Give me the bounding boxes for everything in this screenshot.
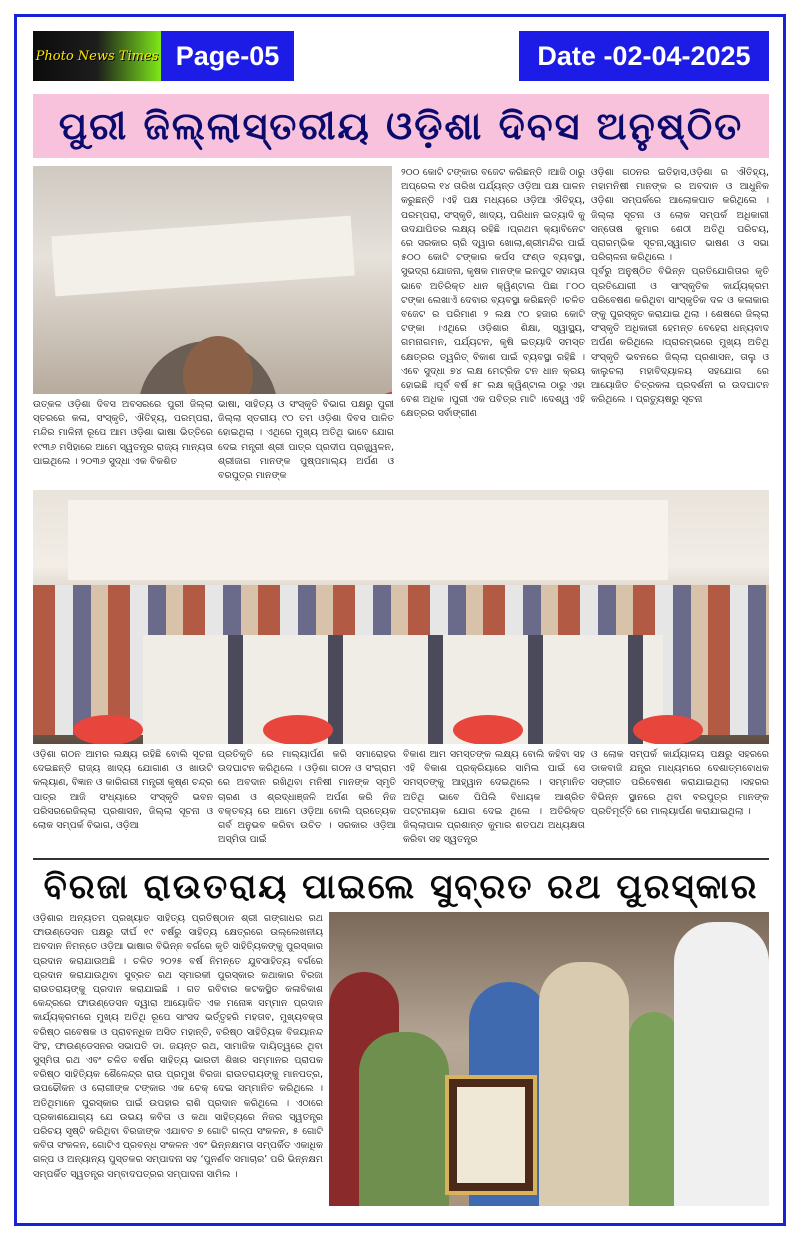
- story1-column-8: ଓ ଲୋକ ସମ୍ପର୍କ କାର୍ଯ୍ୟାଳୟ ପକ୍ଷରୁ ସହରରେ ଡାକବାଜି ଯନ୍ତ୍ର ମାଧ୍ୟମରେ ଦେଶାତ୍ମବୋଧକ ସଙ୍ଗୀତ ପରିବେଷଣ କରାଯାଇଥିଲା ।ସହରର ବିଭିନ୍ନ ସ୍ଥାନରେ ଥିବା ବରପୁତ୍ର ମାନଙ୍କ ପ୍ରତିମୂର୍ତ୍ତି ରେ ମାଲ୍ୟାର୍ପଣ କରାଯାଇଥିଲା ।: [591, 749, 769, 817]
- story1-headline: ପୁରୀ ଜିଲ୍ଲାସ୍ତରୀୟ ଓଡ଼ିଶା ଦିବସ ଅନୁଷ୍ଠିତ: [33, 94, 769, 158]
- story1-column-5: ଓଡ଼ିଶା ଗଠନ ଆମର ଲକ୍ଷ୍ୟ ରହିଛି ବୋଲି ସୂଚନା ଦେଇଛନ୍ତି ରାଜ୍ୟ ଖାଦ୍ୟ ଯୋଗାଣ ଓ ଖାଉଟି କଲ୍ୟାଣ, ବିଜ୍ଞାନ ଓ କାରିଗରୀ ମନ୍ତ୍ରୀ କୃଷ୍ଣ ଚନ୍ଦ୍ର ପାତ୍ର ଆଜି ସଂଧ୍ୟାରେ ସଂସ୍କୃତି ଭବନ ପରିସରରେଜିଲ୍ଲା ପ୍ରଶାସନ, ଜିଲ୍ଲା ସୂଚନା ଓ ଲୋକ ସମ୍ପର୍କ ବିଭାଗ, ଓଡ଼ିଆ: [33, 749, 213, 832]
- award-presentation-photo: [329, 912, 769, 1206]
- award-ceremony-photo: [33, 490, 769, 744]
- story1-column-7: ବିକାଶ ଆମ ସମସ୍ତଙ୍କ ଲକ୍ଷ୍ୟ ବୋଲି କହିବା ସହ ଏହି ବିକାଶ ପ୍ରକ୍ରିୟାରେ ସାମିଲ ପାଇଁ ସେ ସମସ୍ତଙ୍କୁ ଆହ୍ୱାନ ଦେଇଥିଲେ । ସମ୍ମାନିତ ଅତିଥି ଭାବେ ପିପିଲି ବିଧାୟକ ଆଶ୍ରିତ ପଟ୍ଟନାୟକ ଯୋଗ ଦେଇ ଥିଲେ । ଅତିରିକ୍ତ ଜିଲ୍ଲାପାଳ ପ୍ରଶାନ୍ତ କୁମାର ଶତପଥ ଅଧ୍ୟକ୍ଷତା କରିବା ସହ ସ୍ୱତନ୍ତ୍ର: [403, 749, 585, 846]
- logo-text: Photo News Times: [35, 48, 159, 64]
- page-number-label: Page-05: [161, 31, 294, 81]
- story1-column-2: ଭାଷା, ସାହିତ୍ୟ ଓ ସଂସ୍କୃତି ବିଭାଗ ପକ୍ଷରୁ ପୁରୀ ଜିଲ୍ଲା ସ୍ତରୀୟ ୯୦ ତମ ଓଡ଼ିଶା ଦିବସ ପାଳିତ ହୋଇଥିଲା । ଏଥିରେ ମୁଖ୍ୟ ଅତିଥି ଭାବେ ଯୋଗ ଦେଇ ମନ୍ତ୍ରୀ ଶ୍ରୀ ପାତ୍ର ପ୍ରଦୀପ ପ୍ରଜ୍ଜ୍ୱଳନ, ଶ୍ରୀଜାଗ ମାନଙ୍କ ପୁଷ୍ପମାଲ୍ୟ ଅର୍ପଣ ଓ ବରପୁତ୍ର ମାନଙ୍କ: [218, 399, 394, 482]
- section-divider: [33, 858, 769, 860]
- speaker-photo: [33, 166, 392, 394]
- date-label: Date -02-04-2025: [519, 31, 769, 81]
- story1-column-6: ପ୍ରତିକୃତି ରେ ମାଲ୍ୟାର୍ପଣ କରି ସମାରୋହର ଉଦଘାଟନ କରିଥିଲେ । ଓଡ଼ିଶା ଗଠନ ଓ ସଂଗ୍ରାମ ରେ ଅବଦାନ ରଖିଥିବା ମନିଷୀ ମାନଙ୍କ ସ୍ମୃତି ଚାରଣ ଓ ଶ୍ରଦ୍ଧାଞ୍ଜଳି ଅର୍ପଣ କରି ନିଜ ବକ୍ତବ୍ୟ ରେ ଆମେ ଓଡ଼ିଆ ବୋଲି ପ୍ରତ୍ୟେକ ଗର୍ବ ଅନୁଭବ କରିବା ଉଚିତ । ସରକାର ଓଡ଼ିଆ ଅସ୍ମିତା ପାଇଁ: [218, 749, 396, 846]
- story1-column-1: ଉତ୍କଳ ଓଡ଼ିଶା ଦିବସ ଅବସରରେ ପୁରୀ ଜିଲ୍ଲା ସ୍ତରରେ କଳା, ସଂସ୍କୃତି, ଐତିହ୍ୟ, ପରମ୍ପରା, ମନ୍ଦିର ମାଳିନୀ ରୂପେ ଆମ ଓଡ଼ିଶା ଭାଷା ଭିତ୍ତିରେ ୧୯୩୬ ମସିହାରେ ଆମେ ସ୍ୱତନ୍ତ୍ର ରାଜ୍ୟ ମାନ୍ୟତା ପାଇଥିଲେ । ୨୦୩୬ ସୁଦ୍ଧା ଏକ ବିକଶିତ: [33, 399, 213, 467]
- story1-column-4: ଓଡ଼ିଶା ଗଠନର ଇତିହାସ,ଓଡ଼ିଶା ର ଐତିହ୍ୟ, ମହାମନିଷୀ ମାନଙ୍କ ର ଅବଦାନ ଓ ଆଧୁନିକ ଓଡ଼ିଶା ସମ୍ପର୍କରେ ଆଲୋକପାତ କରିଥିଲେ । ଜିଲ୍ଲା ସୂଚନା ଓ ଲୋକ ସମ୍ପର୍କ ଅଧିକାରୀ ସନ୍ତୋଷ କୁମାର ଶେଠୀ ଅତିଥି ପରିଚୟ, ପ୍ରାରମ୍ଭିକ ସୂଚନା,ସ୍ୱାଗତ ଭାଷଣ ଓ ସଭା ପରିଚାଳନା କରିଥିଲେ । ପୂର୍ବରୁ ଅନୁଷ୍ଠିତ ବିଭିନ୍ନ ପ୍ରତିଯୋଗିତାର କୃତି ପ୍ରତିଯୋଗୀ ଓ ସାଂସ୍କୃତିକ କାର୍ଯ୍ୟକ୍ରମ ପରିବେଷଣ କରିଥିବା ସାଂସ୍କୃତିକ ଦଳ ଓ କଳାକାର ଙ୍କୁ ପୁରସ୍କୃତ କରାଯାଇ ଥିଲା । ଶେଷରେ ଜିଲ୍ଲା ସଂସ୍କୃତି ଅଧିକାରୀ ହେମନ୍ତ ବେହେରା ଧନ୍ୟବାଦ ଅର୍ପଣ କରିଥିଲେ ।ପ୍ରାରମ୍ଭରେ ମୁଖ୍ୟ ଅତିଥି ସଂସ୍କୃତି ଭବନରେ ଜିଲ୍ଲା ପ୍ରଶାସନ, ତାଲୁ ଓ କାଲୁଚଲା ମହାବିଦ୍ୟାଳୟ ସହଯୋଗ ରେ ଆୟୋଜିତ ଚିତ୍ରକଳା ପ୍ରଦର୍ଶନୀ ର ଉଦଘାଟନ କରିଥିଲେ । ପ୍ରତ୍ୟୁଷରୁ ସୂଚନା: [591, 167, 769, 406]
- story2-body: ଓଡ଼ିଶାର ଅନ୍ୟତମ ପ୍ରଖ୍ୟାତ ସାହିତ୍ୟ ପ୍ରତିଷ୍ଠାନ ଶ୍ରୀ ଗଙ୍ଗାଧର ରଥ ଫାଉଣ୍ଡେସନ ପକ୍ଷରୁ ଦୀର୍ଘ ୧୯ ବର୍ଷରୁ ସାହିତ୍ୟ କ୍ଷେତ୍ରରେ ଉଲ୍ଲେଖନୀୟ ଅବଦାନ ନିମନ୍ତେ ଓଡ଼ିଆ ଭାଷାର ବିଭିନ୍ନ ବର୍ଗରେ କୃତି ସାହିତ୍ୟିକଙ୍କୁ ପୁରସ୍କାର ପ୍ରଦାନ କରାଯାଉଅଛି । ଚଳିତ ୨୦୨୫ ବର୍ଷ ନିମନ୍ତେ ଯୁବସାହିତ୍ୟ ବର୍ଗରେ ପ୍ରଦାନ କରାଯାଉଥିବା ସୁବ୍ରତ ରଥ ସ୍ମାରକୀ ପୁରସ୍କାର କଥାକାର ବିରଜା ରାଉତରାୟଙ୍କୁ ପ୍ରଦାନ କରାଯାଇଛି । ଗତ ରବିବାର କଟକସ୍ଥିତ କଳାବିକାଶ କେନ୍ଦ୍ରରେ ଫାଉଣ୍ଡେସନ ଦ୍ୱାରା ଆୟୋଜିତ ଏକ ମନୋଜ୍ଞ ସମ୍ମାନ ପ୍ରଦାନ କାର୍ଯ୍ୟକ୍ରମରେ ମୁଖ୍ୟ ଅତିଥି ରୂପେ ସାଂସଦ ଭର୍ତ୍ତୃହରି ମହତାବ, ମୁଖ୍ୟବକ୍ତା ବରିଷ୍ଠ ଗବେଷକ ଓ ପ୍ରାବନ୍ଧିକ ଅସିତ ମହାନ୍ତି, ବରିଷ୍ଠ ସାହିତ୍ୟିକ ବିଜୟାନନ୍ଦ ସିଂହ, ଫାଉଣ୍ଡେସନର ସଭାପତି ଡା. ଜୟନ୍ତ ରଥ, ସାମାଜିକ ଦାୟିତ୍ୱରେ ଥିବା ସୁସ୍ମିତା ରଥ ଏବଂ ଚଳିତ ବର୍ଷର ସାହିତ୍ୟ ଭାରତୀ ଶିଖର ସମ୍ମାନର ପ୍ରାପକ ବରିଷ୍ଠ ସାହିତ୍ୟିକ ଶୈଳେନ୍ଦ୍ର ରାଉ ପ୍ରମୁଖ ବିରଜା ରାଉତରାୟଙ୍କୁ ମାନପତ୍ର, ଉପଢୌକନ ଓ ଲୋଗୀଙ୍କ ଟଙ୍କାର ଏକ ଚେକ୍ ଦେଇ ସମ୍ମାନିତ କରିଥିଲେ । ଅତିଥିମାନେ ପୁରସ୍କାର ପାଇଁ ଉପହାର ରାଶି ପ୍ରଦାନ କରିଥିଲେ । ଏଠାରେ ପ୍ରକାଶଯୋଗ୍ୟ ଯେ ଉଭୟ କବିତା ଓ କଥା ସାହିତ୍ୟରେ ନିଜର ସ୍ୱତନ୍ତ୍ର ପରିଚୟ ସୃଷ୍ଟି କରିଥିବା ବିରଜାଙ୍କ ଏଯାବତ ୭ ଗୋଟି ଗଳ୍ପ ସଂକଳନ, ୫ ଗୋଟି କବିତା ସଂକଳନ, ଗୋଟିଏ ପ୍ରବନ୍ଧ ସଂକଳନ ଏବଂ ଭିନ୍ନକ୍ଷମତା ସମ୍ପର୍କିତ ଏକାଧିକ ଗଳ୍ପ ଓ ଅନ୍ୟାନ୍ୟ ପୁସ୍ତକର ସମ୍ପାଦନା ସହ ‘ପୁନର୍ଣବ ସମାଚାର’ ପରି ଭିନ୍ନକ୍ଷମ ସମ୍ପର୍କିତ ସ୍ୱତନ୍ତ୍ର ସମ୍ବାଦପତ୍ରର ସମ୍ପାଦନା ସାମିଲ ।: [33, 913, 323, 1180]
- story1-column-3: ୨୦୦ କୋଟି ଟଙ୍କାର ବଜେଟ କରିଛନ୍ତି ।ଆଜି ଠାରୁ ଅପ୍ରେଲ ୧୪ ତାରିଖ ପର୍ଯ୍ୟନ୍ତ ଓଡ଼ିଆ ପକ୍ଷ ପାଳନ କରୁଛନ୍ତି ।ଏହି ପକ୍ଷ ମଧ୍ୟରେ ଓଡ଼ିଆ ଐତିହ୍ୟ, ପରମ୍ପରା, ସଂସ୍କୃତି, ଖାଦ୍ୟ, ପରିଧାନ ଇତ୍ୟାଦି କୁ ଉଦଯାପିତର ଲକ୍ଷ୍ୟ ରହିଛି ।ପ୍ରଥମ କ୍ୟାବିନେଟ ରେ ସରକାର ଚାରି ଦ୍ୱାର ଖୋଲା,ଶ୍ରୀମନ୍ଦିର ପାଇଁ ୫୦୦ କୋଟି ଟଙ୍କାର କର୍ପସ ଫଣ୍ଡ ବ୍ୟବସ୍ଥା, ସୁଭଦ୍ରା ଯୋଜନା, କୃଷକ ମାନଙ୍କ ଇନପୁଟ ସହାୟତା ଭାବେ ଅତିରିକ୍ତ ଧାନ କ୍ୱିଣ୍ଟାଲ ପିଛା ୮୦୦ ଟଙ୍କା ଲେଖାଏଁ ଦେବାର ବ୍ୟବସ୍ଥା କରିଛନ୍ତି ।ଚଳିତ ବଜେଟ ର ପରିମାଣ ୨ ଲକ୍ଷ ୯୦ ହଜାର କୋଟି ଟଙ୍କା ।ଏଥିରେ ଓଡ଼ିଶାର ଶିକ୍ଷା, ସ୍ୱାସ୍ଥ୍ୟ, ଗମନାଗମନ, ପର୍ଯ୍ୟଟନ, କୃଷି ଇତ୍ୟାଦି ସମସ୍ତ କ୍ଷେତ୍ରର ତ୍ୱରିତ୍ ବିକାଶ ପାଇଁ ବ୍ୟବସ୍ଥା ରହିଛି । ଏବେ ସୁଦ୍ଧା ୭୪ ଲକ୍ଷ ମେଟ୍ରିକ ଟନ ଧାନ କ୍ରୟ ହୋଇଛି ।ପୂର୍ବ ବର୍ଷ ୫୮ ଲକ୍ଷ କ୍ୱିଣ୍ଟାଲ ଠାରୁ ଏହା ବେଶ ଅଧିକ ।ପୁରୀ ଏକ ପବିତ୍ର ମାଟି ।ଦେଶ୍ୱ ଏହି କ୍ଷେତ୍ରର ସର୍ବାଙ୍ଗୀଣ: [401, 167, 585, 420]
- story2-headline: ବିରଜା ରାଉତରାୟ ପାଇଲେ ସୁବ୍ରତ ରଥ ପୁରସ୍କାର: [43, 867, 759, 907]
- newspaper-logo: [33, 31, 161, 81]
